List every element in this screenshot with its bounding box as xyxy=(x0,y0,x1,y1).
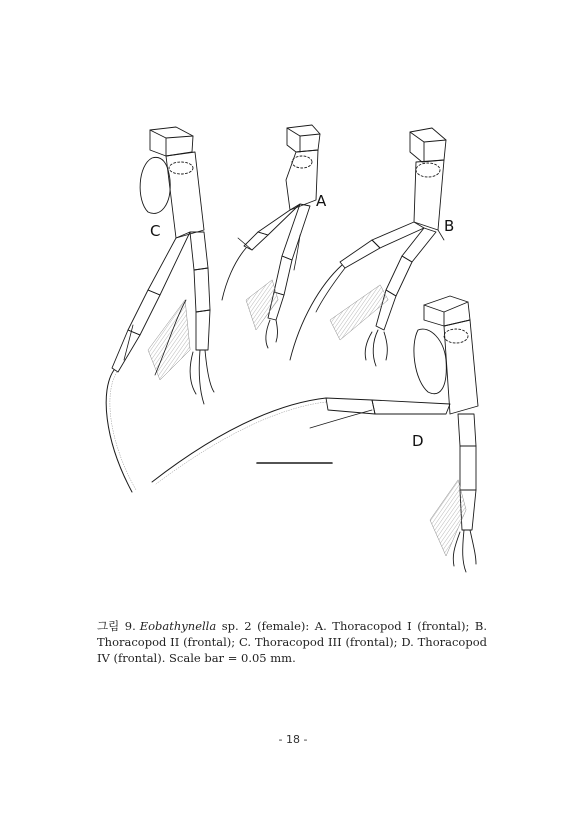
page-number: - 18 - xyxy=(278,733,308,746)
panel-label-d: D xyxy=(412,432,424,450)
panel-label-b: B xyxy=(444,217,455,235)
caption-text: sp. 2 (female): A. Thoracopod I (frontal); B. Thoracopod II (frontal); C. Thoracopod III (frontal); D. Thoracopod IV (frontal). Scale bar = 0.05 mm. xyxy=(97,619,487,665)
thoracopod-iv-drawing xyxy=(152,296,478,572)
thoracopod-i-drawing xyxy=(222,125,320,348)
panel-label-c: C xyxy=(150,222,161,240)
figure-number: 그림 9. xyxy=(97,619,136,633)
genus-name: Eobathynella xyxy=(139,619,217,633)
figure-caption xyxy=(97,618,487,666)
thoracopod-iii-drawing xyxy=(106,127,214,492)
thoracopod-ii-drawing xyxy=(290,128,446,366)
panel-label-a: A xyxy=(316,192,327,210)
